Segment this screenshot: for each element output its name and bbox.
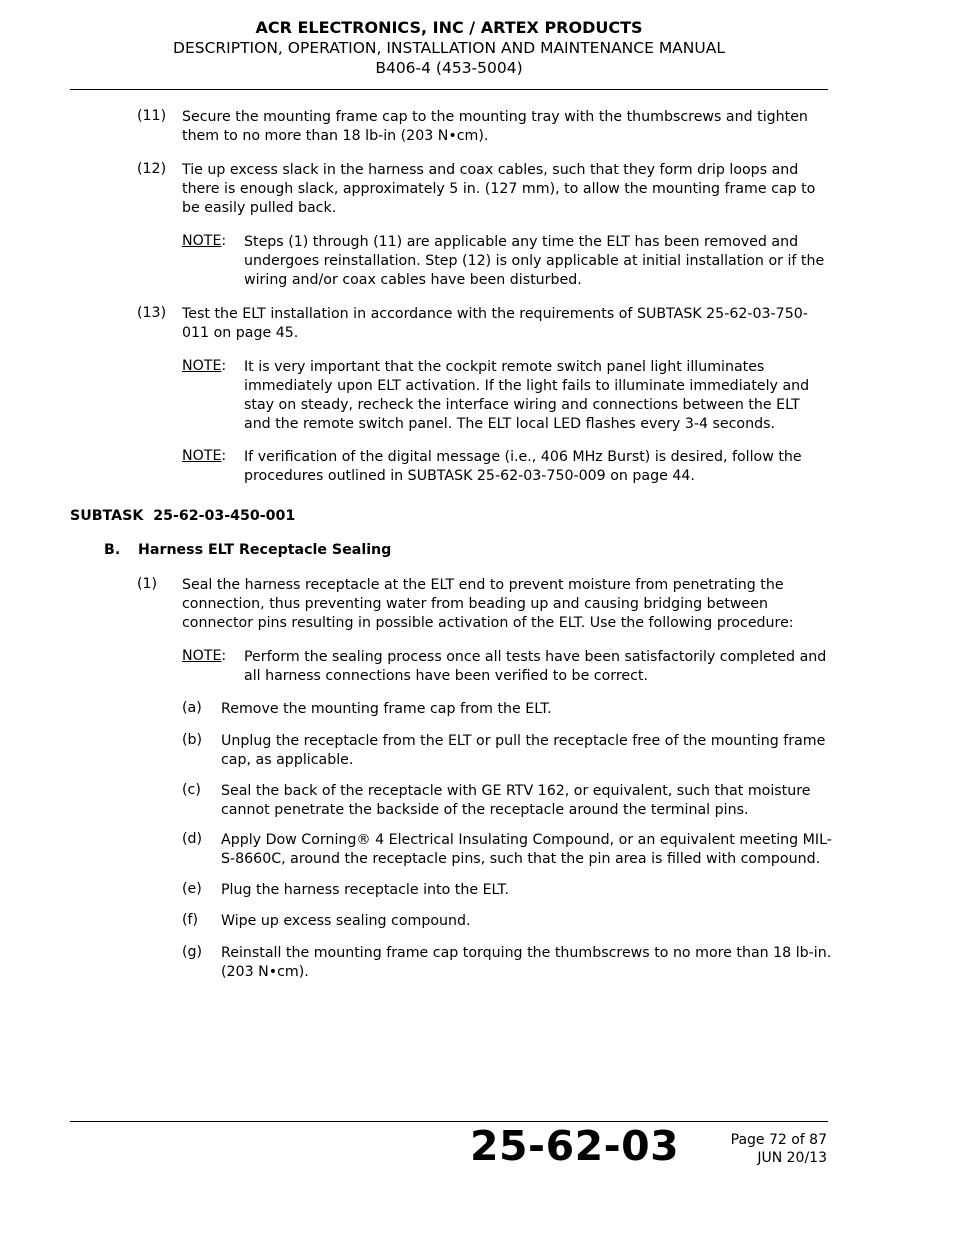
note-text: Perform the sealing process once all tests have been satisfactorily completed and all harness connections have been verified to be correct. (244, 649, 827, 684)
substep-letter: (g) (182, 944, 203, 960)
section-letter: B. (104, 542, 121, 558)
step-number: (12) (137, 161, 167, 177)
substep-text: Reinstall the mounting frame cap torquing the thumbscrews to no more than 18 lb-in. (203 N•cm). (221, 945, 832, 980)
substep-letter: (f) (182, 912, 199, 928)
substep-text: Unplug the receptacle from the ELT or pull the receptacle free of the mounting frame cap, as applicable. (221, 733, 826, 768)
page-header (70, 18, 828, 78)
note-label: NOTE: (182, 358, 227, 374)
subtask-heading: SUBTASK 25-62-03-450-001 (70, 508, 296, 524)
note-label: NOTE: (182, 233, 227, 249)
note-label: NOTE: (182, 648, 227, 664)
substep-letter: (d) (182, 831, 203, 847)
note-text: It is very important that the cockpit remote switch panel light illuminates immediately upon ELT activation. If the light fails to illuminate immediately and stay on steady, recheck the interface wiring and connections between the ELT and the remote switch panel. The ELT local LED flashes every 3-4 seconds. (244, 359, 810, 432)
model-number: B406-4 (453-5004) (375, 59, 523, 77)
step-number: (13) (137, 305, 167, 321)
step-text: Test the ELT installation in accordance with the requirements of SUBTASK 25-62-03-750-011 on page 45. (182, 306, 808, 341)
company-name: ACR ELECTRONICS, INC / ARTEX PRODUCTS (255, 18, 643, 37)
substep-text: Seal the back of the receptacle with GE RTV 162, or equivalent, such that moisture cannot penetrate the backside of the receptacle around the terminal pins. (221, 783, 811, 818)
note-text: Steps (1) through (11) are applicable any time the ELT has been removed and undergoes reinstallation. Step (12) is only applicable at initial installation or if the wiring and/or coax cables have been disturbed. (244, 234, 825, 288)
note-label: NOTE: (182, 448, 227, 464)
step-number: (1) (137, 576, 158, 592)
step-text: Tie up excess slack in the harness and coax cables, such that they form drip loops and there is enough slack, approximately 5 in. (127 mm), to allow the mounting frame cap to be easily pulled back. (182, 162, 816, 216)
substep-letter: (e) (182, 881, 202, 897)
page-number: Page 72 of 87 (730, 1132, 827, 1148)
note-text: If verification of the digital message (i.e., 406 MHz Burst) is desired, follow the procedures outlined in SUBTASK 25-62-03-750-009 on page 44. (244, 449, 802, 484)
manual-title: DESCRIPTION, OPERATION, INSTALLATION AND MAINTENANCE MANUAL (173, 39, 725, 57)
substep-text: Plug the harness receptacle into the ELT. (221, 882, 509, 898)
step-number: (11) (137, 108, 167, 124)
step-text: Secure the mounting frame cap to the mounting tray with the thumbscrews and tighten them to no more than 18 lb-in (203 N•cm). (182, 109, 808, 144)
step-text: Seal the harness receptacle at the ELT end to prevent moisture from penetrating the connection, thus preventing water from beading up and causing bridging between connector pins resulting in possible activation of the ELT. Use the following procedure: (182, 577, 794, 631)
substep-text: Wipe up excess sealing compound. (221, 913, 471, 929)
substep-text: Remove the mounting frame cap from the ELT. (221, 701, 552, 717)
substep-letter: (c) (182, 782, 201, 798)
revision-date: JUN 20/13 (757, 1150, 827, 1166)
page-info (731, 1131, 827, 1167)
section-title: Harness ELT Receptacle Sealing (138, 542, 392, 558)
footer-divider (70, 1121, 828, 1122)
header-divider (70, 89, 828, 90)
substep-letter: (a) (182, 700, 202, 716)
substep-text: Apply Dow Corning® 4 Electrical Insulating Compound, or an equivalent meeting MIL-S-8660C, around the receptacle pins, such that the pin area is filled with compound. (221, 832, 832, 867)
substep-letter: (b) (182, 732, 203, 748)
chapter-code: 25-62-03 (470, 1122, 680, 1170)
